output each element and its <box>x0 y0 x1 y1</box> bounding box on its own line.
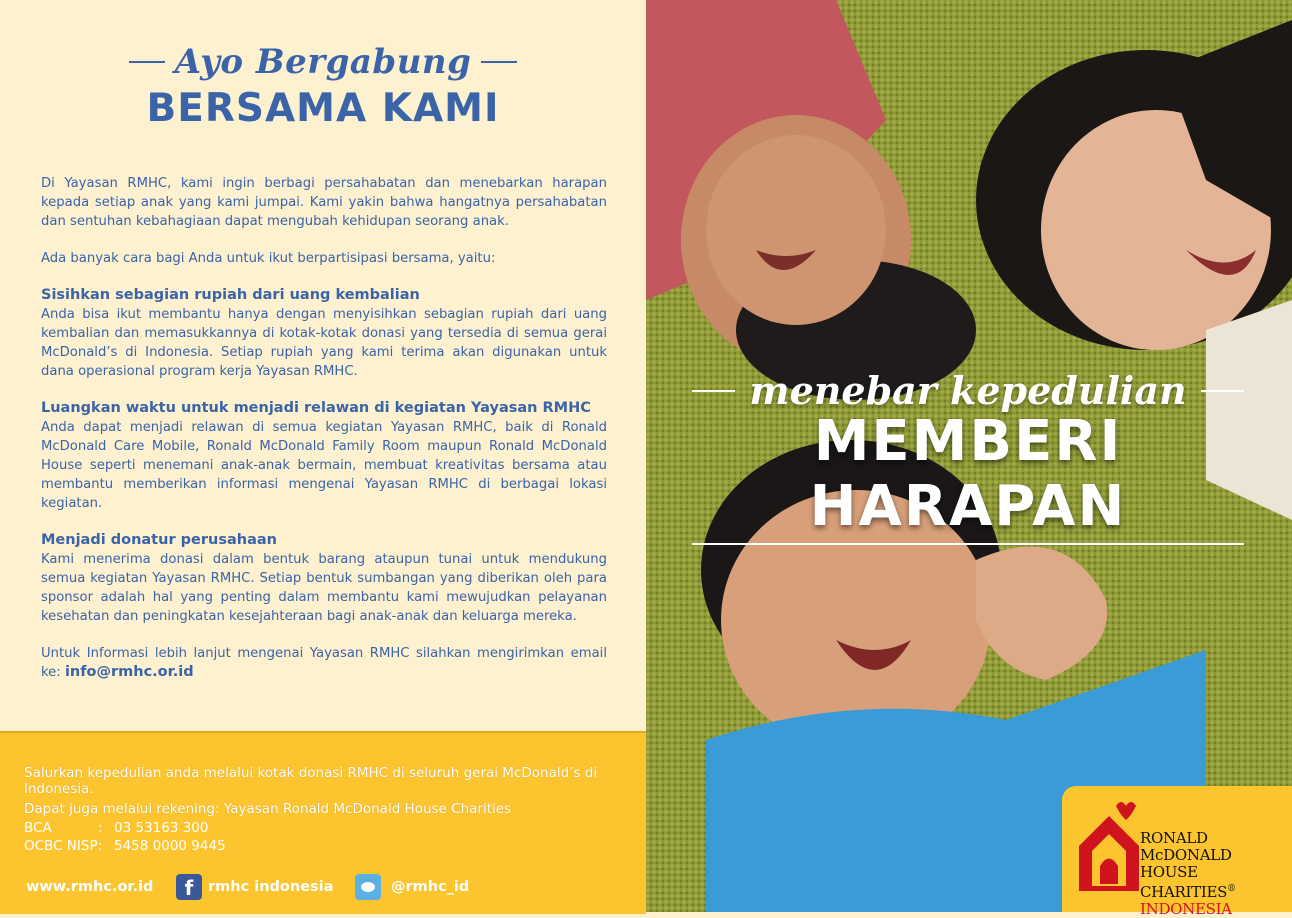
section-volunteer <box>41 399 607 513</box>
donation-line: Salurkan kepedulian anda melalui kotak donasi RMHC di seluruh gerai McDonald’s di Indonesia. <box>24 765 598 797</box>
logo-line-2 <box>1140 864 1292 901</box>
facebook-handle: rmhc indonesia <box>208 879 334 895</box>
bank-row-ocbc <box>24 838 226 854</box>
tagline-title: MEMBERI HARAPAN <box>809 409 1127 539</box>
section-corporate-donor <box>41 531 607 626</box>
divider <box>692 390 735 392</box>
bank-row-bca <box>24 820 208 836</box>
registered-mark: ® <box>1227 884 1236 894</box>
page-title: BERSAMA KAMI <box>146 86 500 131</box>
contact-text: Untuk Informasi lebih lanjut mengenai Yayasan RMHC silahkan mengirimkan email ke: <box>41 646 607 680</box>
account-line: Dapat juga melalui rekening: Yayasan Ronald McDonald House Charities <box>24 801 512 817</box>
section-heading: Luangkan waktu untuk menjadi relawan di kegiatan Yayasan RMHC <box>41 400 591 416</box>
facebook-icon: f <box>176 874 202 900</box>
house-logo-icon <box>1074 796 1144 896</box>
section-heading: Menjadi donatur perusahaan <box>41 532 277 548</box>
facebook-link[interactable] <box>176 876 333 898</box>
contact-email-link[interactable]: info@rmhc.or.id <box>64 664 194 680</box>
left-panel <box>0 0 646 912</box>
logo-line-3: INDONESIA <box>1140 900 1232 918</box>
divider <box>481 61 517 63</box>
contact-paragraph <box>41 644 607 682</box>
heading-block <box>0 42 646 131</box>
twitter-handle: @rmhc_id <box>391 879 470 895</box>
bank-separator: : <box>98 838 103 854</box>
script-title: Ayo Bergabung <box>174 42 472 82</box>
bank-number: 03 53163 300 <box>114 820 209 836</box>
logo-text <box>1140 830 1292 918</box>
script-heading <box>0 42 646 82</box>
logo-line-2-text: HOUSE CHARITIES <box>1140 863 1228 901</box>
intro-paragraph: Di Yayasan RMHC, kami ingin berbagi persahabatan dan menebarkan harapan kepada setiap anak yang kami jumpai. Kami yakin bahwa hangatnya persahabatan dan sentuhan kebahagiaan dapat mengubah kehidupan seorang anak. <box>41 176 607 229</box>
section-text: Anda dapat menjadi relawan di semua kegiatan Yayasan RMHC, baik di Ronald McDonald Care Mobile, Ronald McDonald Family Room maupun Ronald McDonald House seperti menemani anak-anak bermain, membuat kreativitas bersama atau membantu memberikan informasi mengenai Yayasan RMHC di berbagai lokasi kegiatan. <box>41 420 607 511</box>
body-copy <box>41 174 607 700</box>
bank-separator: : <box>98 820 103 836</box>
section-text: Anda bisa ikut membantu hanya dengan menyisihkan sebagian rupiah dari uang kembalian dan memasukkannya di kotak-kotak donasi yang tersedia di semua gerai McDonald’s di Indonesia. Setiap rupiah yang kami terima akan digunakan untuk dana operasional program kerja Yayasan RMHC. <box>41 307 607 379</box>
section-text: Kami menerima donasi dalam bentuk barang ataupun tunai untuk mendukung semua kegiatan Yayasan RMHC. Setiap bentuk sumbangan yang diberikan oleh para sponsor adalah hal yang penting dalam membantu kami mewujudkan pelayanan kesehatan dan peningkatan kesejahteraan bagi anak-anak dan keluarga mereka. <box>41 552 607 624</box>
tagline-script: menebar kepedulian <box>749 368 1187 413</box>
section-heading: Sisihkan sebagian rupiah dari uang kembalian <box>41 287 420 303</box>
divider <box>1201 390 1244 392</box>
twitter-link[interactable] <box>355 876 469 898</box>
website-link[interactable]: www.rmhc.or.id <box>26 879 154 895</box>
twitter-icon <box>355 874 381 900</box>
tagline <box>692 368 1244 545</box>
rmhc-logo <box>1062 786 1292 918</box>
bank-number: 5458 0000 9445 <box>114 838 226 854</box>
bank-name: BCA <box>24 820 52 836</box>
logo-line-1: RONALD McDONALD <box>1140 829 1232 864</box>
section-spare-change <box>41 286 607 381</box>
tagline-script-row <box>692 368 1244 413</box>
bank-name: OCBC NISP <box>24 838 98 854</box>
divider <box>692 543 1244 545</box>
ways-intro: Ada banyak cara bagi Anda untuk ikut berpartisipasi bersama, yaitu: <box>41 251 496 266</box>
divider <box>129 61 165 63</box>
